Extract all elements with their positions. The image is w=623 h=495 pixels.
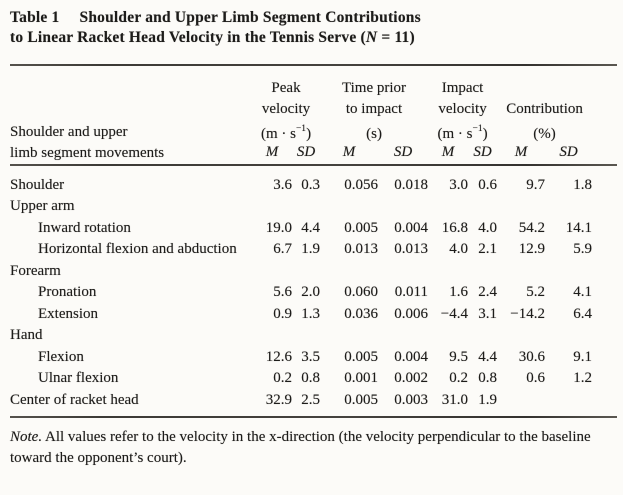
table-row xyxy=(10,196,592,218)
row-label: Shoulder xyxy=(10,176,65,193)
table-row xyxy=(10,304,592,326)
top-rule xyxy=(10,64,617,66)
sample-size-variable: N xyxy=(365,29,378,46)
cell-value xyxy=(545,390,592,412)
sd-header: SD xyxy=(393,144,413,160)
row-label: Upper arm xyxy=(10,198,75,215)
cell-value: 1.6 xyxy=(449,284,468,301)
column-group-contribution: Contribution (%) xyxy=(497,78,592,141)
table-title-line2: to Linear Racket Head Velocity in the Tennis Serve (N = 11) xyxy=(10,29,415,46)
cell-value xyxy=(378,196,428,218)
cell-value: 2.1 xyxy=(478,241,497,258)
cell-value: 0.6 xyxy=(526,370,545,387)
cell-value: 1.9 xyxy=(478,391,497,408)
table-row xyxy=(10,368,592,390)
table-row xyxy=(10,325,592,347)
cell-value: 0.2 xyxy=(273,370,292,387)
cell-value: 2.5 xyxy=(301,391,320,408)
sd-header: SD xyxy=(296,144,316,160)
cell-value xyxy=(378,261,428,283)
cell-value: −14.2 xyxy=(510,305,545,322)
cell-value: 0.004 xyxy=(394,219,428,236)
cell-value: 0.056 xyxy=(344,176,378,193)
row-label: Flexion xyxy=(38,348,84,365)
cell-value: 4.1 xyxy=(573,284,592,301)
cell-value: 0.005 xyxy=(344,348,378,365)
cell-value: 0.005 xyxy=(344,219,378,236)
cell-value: 0.8 xyxy=(478,370,497,387)
cell-value: 3.0 xyxy=(449,176,468,193)
cell-value: 0.3 xyxy=(301,176,320,193)
cell-value xyxy=(468,196,497,218)
cell-value: 19.0 xyxy=(265,219,292,236)
row-label: Forearm xyxy=(10,262,61,279)
table-title-line1 xyxy=(10,8,587,28)
cell-value: 32.9 xyxy=(265,391,292,408)
table-header xyxy=(10,78,592,164)
cell-value: 9.7 xyxy=(526,176,545,193)
cell-value: 6.7 xyxy=(273,241,292,258)
stub-header xyxy=(10,78,252,164)
mean-header: M xyxy=(514,144,528,160)
cell-value: 0.018 xyxy=(394,176,428,193)
row-label: Ulnar flexion xyxy=(38,370,119,387)
mean-header: M xyxy=(265,144,279,160)
row-label: Pronation xyxy=(38,284,97,301)
stub-header-line2: limb segment movements xyxy=(10,145,165,161)
cell-value: 0.013 xyxy=(394,241,428,258)
data-table xyxy=(10,78,592,164)
cell-value xyxy=(468,261,497,283)
cell-value: 12.6 xyxy=(265,348,292,365)
cell-value xyxy=(468,325,497,347)
cell-value: 2.0 xyxy=(301,284,320,301)
cell-value: 3.6 xyxy=(273,176,292,193)
cell-value xyxy=(545,196,592,218)
cell-value xyxy=(378,325,428,347)
column-group-peak-velocity: Peak velocity $(m \cdot s^{-1})$ xyxy=(252,78,320,141)
cell-value: 9.5 xyxy=(449,348,468,365)
cell-value: 6.4 xyxy=(573,305,592,322)
cell-value xyxy=(545,325,592,347)
note-lead: Note. xyxy=(10,429,43,446)
cell-value xyxy=(428,196,468,218)
cell-value xyxy=(252,261,292,283)
bottom-rule xyxy=(10,416,617,418)
cell-value: 0.6 xyxy=(478,176,497,193)
unit-label: $(m \cdot s^{-1})$ xyxy=(437,124,488,142)
cell-value: 0.003 xyxy=(394,391,428,408)
cell-value: 5.9 xyxy=(573,241,592,258)
cell-value: 0.002 xyxy=(394,370,428,387)
cell-value: 0.006 xyxy=(394,305,428,322)
data-table-body xyxy=(10,166,592,412)
row-label: Inward rotation xyxy=(38,219,131,236)
cell-value: 0.9 xyxy=(273,305,292,322)
cell-value: 0.036 xyxy=(344,305,378,322)
table-row xyxy=(10,239,592,261)
cell-value: 9.1 xyxy=(573,348,592,365)
cell-value: 0.013 xyxy=(344,241,378,258)
mean-header: M xyxy=(441,144,455,160)
table-row xyxy=(10,390,592,412)
table-row xyxy=(10,347,592,369)
cell-value: 0.2 xyxy=(449,370,468,387)
stub-header-line1: Shoulder and upper xyxy=(10,124,128,140)
cell-value xyxy=(497,196,545,218)
cell-value: 16.8 xyxy=(441,219,468,236)
cell-value xyxy=(497,261,545,283)
cell-value: 1.8 xyxy=(573,176,592,193)
cell-value: 4.0 xyxy=(449,241,468,258)
unit-label: $(m \cdot s^{-1})$ xyxy=(260,124,312,142)
table-title-text: Shoulder and Upper Limb Segment Contributions xyxy=(79,9,421,26)
cell-value: 54.2 xyxy=(518,219,545,236)
table-row xyxy=(10,218,592,240)
cell-value: 0.011 xyxy=(394,284,428,301)
cell-value: 31.0 xyxy=(441,391,468,408)
cell-value: 0.060 xyxy=(344,284,378,301)
cell-value xyxy=(497,325,545,347)
table-row xyxy=(10,166,592,197)
mean-header: M xyxy=(342,144,356,160)
cell-value: 4.4 xyxy=(301,219,320,236)
cell-value: 0.001 xyxy=(344,370,378,387)
unit-label: (%) xyxy=(533,126,556,142)
cell-value: 5.2 xyxy=(526,284,545,301)
cell-value xyxy=(292,325,320,347)
cell-value: 3.1 xyxy=(478,305,497,322)
row-label: Center of racket head xyxy=(10,391,139,408)
cell-value: 2.4 xyxy=(478,284,497,301)
cell-value xyxy=(292,261,320,283)
cell-value xyxy=(320,196,378,218)
cell-value xyxy=(320,261,378,283)
cell-value: 12.9 xyxy=(518,241,545,258)
cell-value: 5.6 xyxy=(273,284,292,301)
cell-value: 0.005 xyxy=(344,391,378,408)
cell-value: 3.5 xyxy=(301,348,320,365)
cell-value xyxy=(292,196,320,218)
cell-value xyxy=(320,325,378,347)
cell-value: 1.3 xyxy=(301,305,320,322)
unit-label: (s) xyxy=(366,126,382,142)
cell-value: 30.6 xyxy=(518,348,545,365)
cell-value xyxy=(497,390,545,412)
cell-value xyxy=(252,325,292,347)
sd-header: SD xyxy=(473,144,492,160)
table-body xyxy=(10,166,592,412)
table-title xyxy=(10,8,617,48)
cell-value xyxy=(428,325,468,347)
column-group-time-prior-to-impact: Time prior to impact (s) xyxy=(320,78,428,141)
cell-value: 0.004 xyxy=(394,348,428,365)
table-row xyxy=(10,282,592,304)
cell-value: −4.4 xyxy=(440,305,468,322)
cell-value: 14.1 xyxy=(565,219,592,236)
sd-header: SD xyxy=(559,144,578,160)
cell-value xyxy=(545,261,592,283)
row-label: Extension xyxy=(38,305,98,322)
row-label: Horizontal flexion and abduction xyxy=(38,241,237,258)
cell-value: 0.8 xyxy=(301,370,320,387)
cell-value: 4.4 xyxy=(478,348,497,365)
cell-value xyxy=(252,196,292,218)
column-group-impact-velocity: Impact velocity $(m \cdot s^{-1})$ xyxy=(428,78,497,141)
table-note xyxy=(10,427,617,468)
row-label: Hand xyxy=(10,327,43,344)
cell-value xyxy=(428,261,468,283)
table-number: Table 1 xyxy=(10,9,60,26)
cell-value: 1.9 xyxy=(301,241,320,258)
cell-value: 1.2 xyxy=(573,370,592,387)
note-text: All values refer to the velocity in the x-direction (the velocity perpendicular to the baseline toward the opponent’s court). xyxy=(10,429,591,466)
cell-value: 4.0 xyxy=(478,219,497,236)
table-row xyxy=(10,261,592,283)
